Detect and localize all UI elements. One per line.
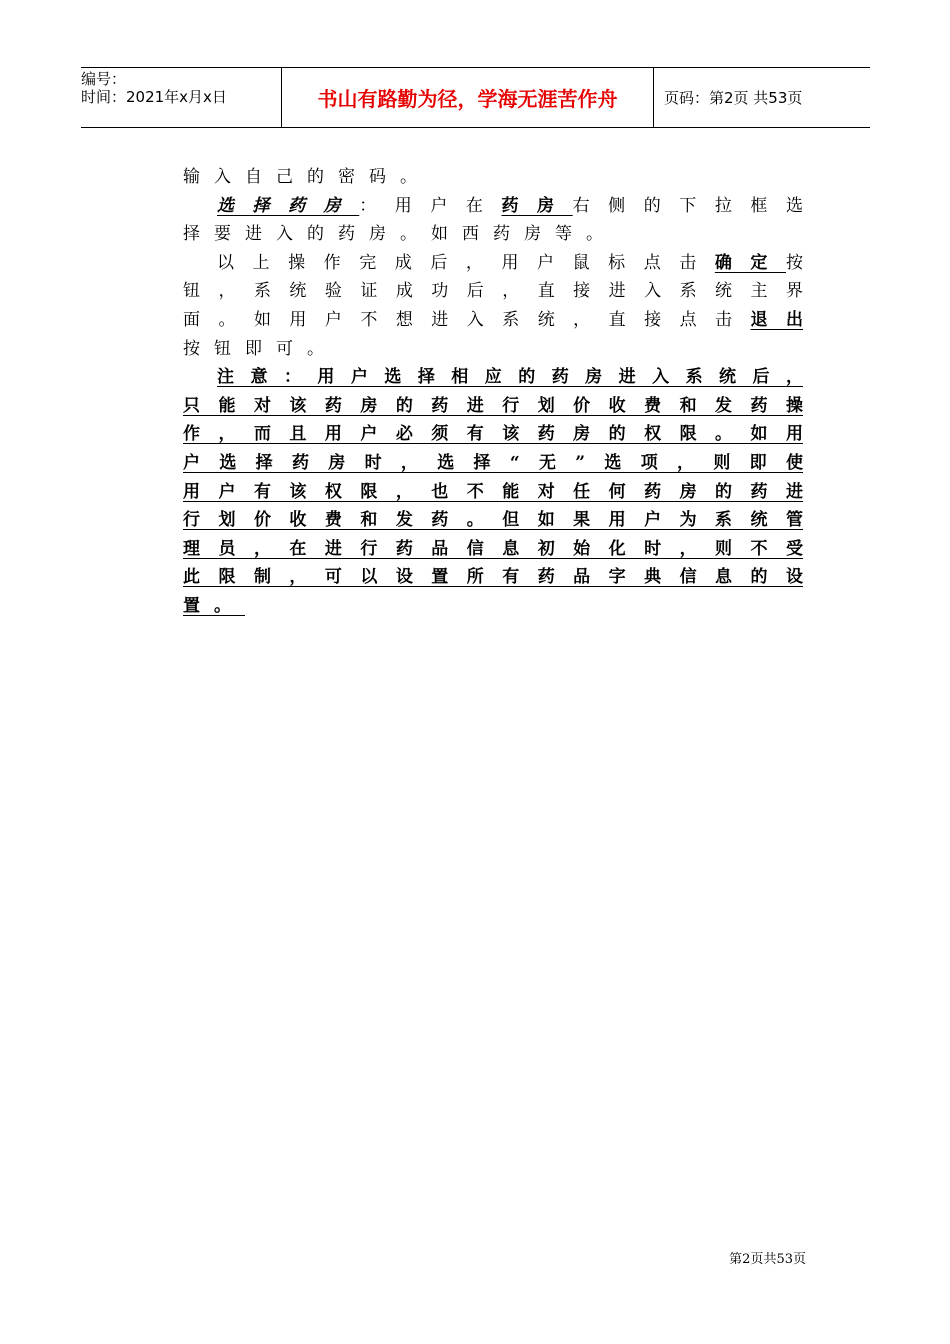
paragraph-line: 选择药房：用户在药房右侧的下拉框选 [217,195,803,216]
term-confirm: 确定 [714,252,786,273]
note-line: 作，而且用户必须有该药房的权限。如用 [183,424,803,445]
document-body [183,163,803,621]
note-line: 只能对该药房的药进行划价收费和发药操 [183,395,803,416]
note-line: 行划价收费和发药。但如果用户为系统管 [183,510,803,531]
footer-page-number: 第2页共53页 [729,1252,806,1267]
note-line: 用户有该权限，也不能对任何药房的药进 [183,481,803,502]
paragraph-line: 钮，系统验证成功后，直接进入系统主界 [183,281,803,302]
number-label: 编号： [81,70,127,88]
paragraph-line: 面。如用户不想进入系统，直接点击退出 [183,309,803,330]
note-line: 注意：用户选择相应的药房进入系统后， [217,367,803,388]
header-left-cell [81,68,281,127]
note-paragraph [183,363,803,620]
term-pharmacy: 药房 [501,195,573,216]
note-line: 置。 [183,595,245,616]
note-line: 此限制，可以设置所有药品字典信息的设 [183,567,803,588]
header-page-label: 页码：第2页 共53页 [664,89,803,107]
paragraph-line: 择要进入的药房。如西药房等。 [183,224,617,245]
paragraph-line: 以上操作完成后，用户鼠标点击确定按 [217,252,803,273]
time-label: 时间：2021年x月x日 [81,88,227,106]
paragraph-line: 输入自己的密码。 [183,167,431,187]
note-line: 理员，在进行药品信息初始化时，则不受 [183,538,803,559]
header-motto: 书山有路勤为径，学海无涯苦作舟 [281,68,654,127]
term-select-pharmacy: 选择药房 [217,195,360,216]
term-exit: 退出 [750,309,803,330]
paragraph-line: 按钮即可。 [183,338,338,359]
note-line: 户选择药房时，选择“无”选项，则即使 [183,452,803,473]
document-header [81,67,870,128]
